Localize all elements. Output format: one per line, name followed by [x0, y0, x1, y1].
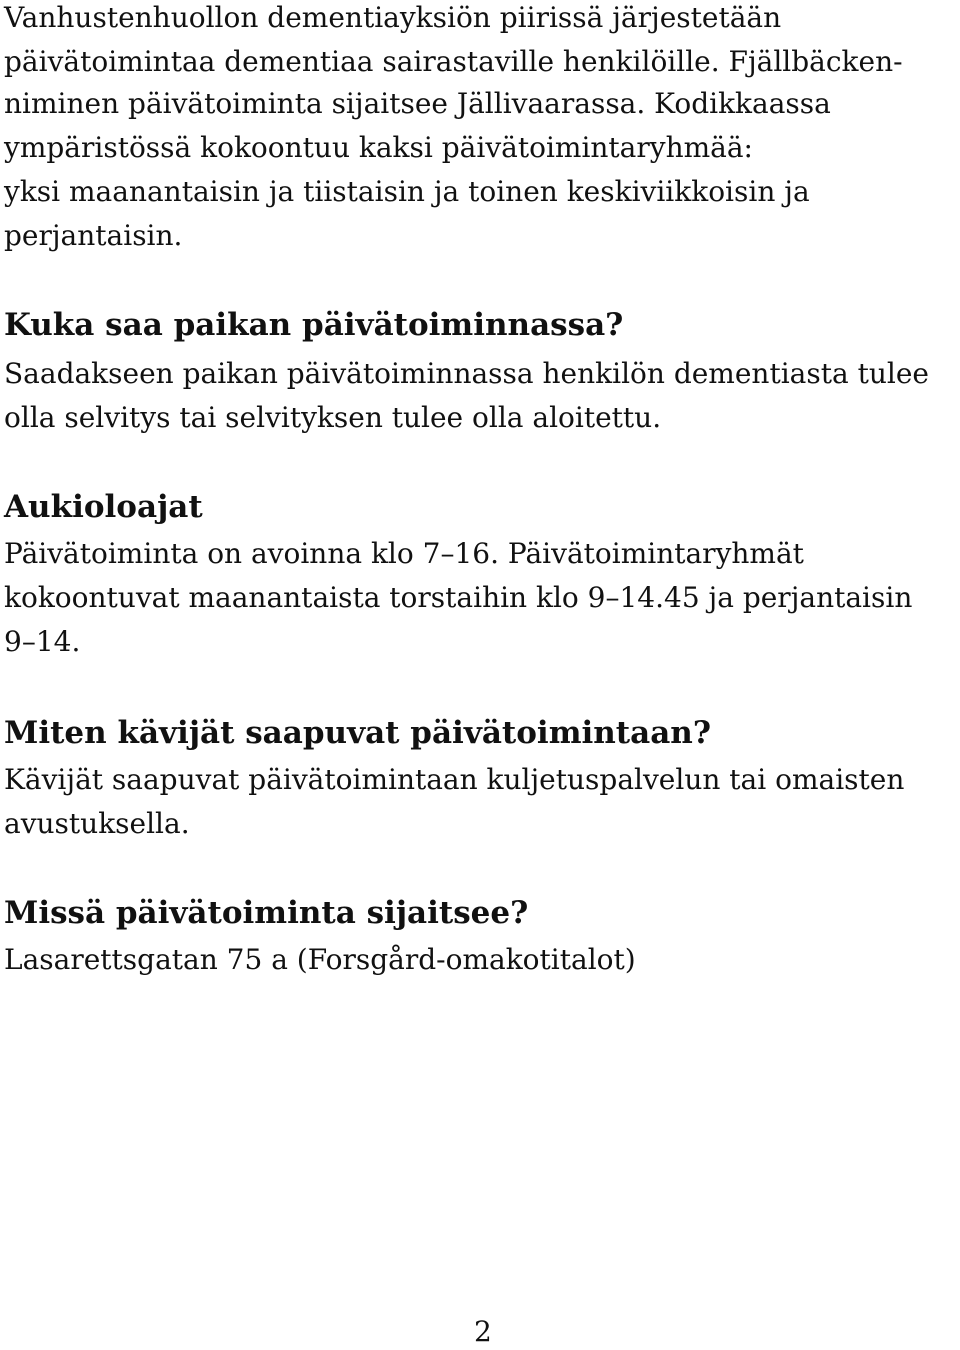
- intro-line: päivätoimintaa dementiaa sairastaville henkilöille. Fjällbäcken-: [4, 45, 903, 78]
- section-line: kokoontuvat maanantaista torstaihin klo 9–14.45 ja perjantaisin: [4, 581, 913, 614]
- section-line: Lasarettsgatan 75 a (Forsgård-omakotitalot): [4, 943, 636, 976]
- section-heading: Kuka saa paikan päivätoiminnassa?: [4, 307, 624, 343]
- intro-line: perjantaisin.: [4, 219, 183, 252]
- section-line: Päivätoiminta on avoinna klo 7–16. Päivätoimintaryhmät: [4, 537, 804, 570]
- section-line: Saadakseen paikan päivätoiminnassa henkilön dementiasta tulee: [4, 357, 929, 390]
- section-heading: Missä päivätoiminta sijaitsee?: [4, 895, 529, 931]
- section-heading: Aukioloajat: [4, 489, 203, 525]
- page-number: 2: [474, 1315, 492, 1348]
- section-heading: Miten kävijät saapuvat päivätoimintaan?: [4, 715, 712, 751]
- intro-line: niminen päivätoiminta sijaitsee Jällivaarassa. Kodikkaassa: [4, 87, 831, 120]
- intro-line: ympäristössä kokoontuu kaksi päivätoimintaryhmää:: [4, 131, 753, 164]
- section-line: olla selvitys tai selvityksen tulee olla aloitettu.: [4, 401, 662, 434]
- intro-line: yksi maanantaisin ja tiistaisin ja toinen keskiviikkoisin ja: [4, 175, 810, 208]
- section-line: 9–14.: [4, 625, 81, 658]
- intro-line: Vanhustenhuollon dementiayksiön piirissä järjestetään: [4, 1, 782, 34]
- section-line: avustuksella.: [4, 807, 190, 840]
- section-line: Kävijät saapuvat päivätoimintaan kuljetuspalvelun tai omaisten: [4, 763, 905, 796]
